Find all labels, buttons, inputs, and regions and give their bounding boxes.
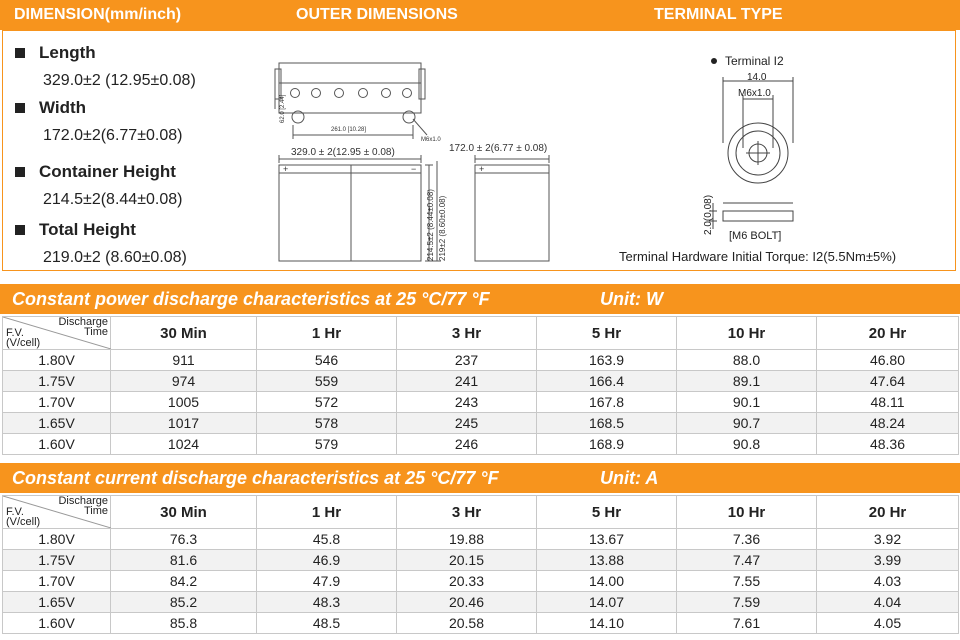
- value-cell: 20.33: [397, 571, 537, 592]
- table-row: [3, 592, 959, 613]
- table-header-row: [3, 317, 959, 350]
- value-cell: 20.46: [397, 592, 537, 613]
- value-cell: 237: [397, 350, 537, 371]
- value-cell: 48.11: [817, 392, 959, 413]
- dim-length-label: Length: [39, 43, 96, 62]
- fv-cell: 1.80V: [3, 529, 111, 550]
- top-span-label: 261.0 [10.28]: [331, 127, 367, 133]
- corner-bottom-line-1: F.V.: [6, 506, 24, 518]
- value-cell: 46.80: [817, 350, 959, 371]
- value-cell: 7.36: [677, 529, 817, 550]
- column-header: 3 Hr: [397, 496, 537, 529]
- width-dimension-label: 172.0 ± 2(6.77 ± 0.08): [449, 143, 548, 154]
- fv-cell: 1.70V: [3, 571, 111, 592]
- table-row: [3, 413, 959, 434]
- value-cell: 88.0: [677, 350, 817, 371]
- outer-dimensions-drawing: [271, 39, 571, 269]
- column-header: 10 Hr: [677, 317, 817, 350]
- value-cell: 911: [111, 350, 257, 371]
- value-cell: 578: [257, 413, 397, 434]
- value-cell: 245: [397, 413, 537, 434]
- corner-bottom-line-2: (V/cell): [6, 337, 41, 349]
- dim-width: [15, 98, 182, 145]
- dimension-heading: DIMENSION(mm/inch): [14, 6, 182, 23]
- value-cell: 974: [111, 371, 257, 392]
- value-cell: 166.4: [537, 371, 677, 392]
- corner-top-line-1: Discharge: [58, 495, 108, 507]
- value-cell: 246: [397, 434, 537, 455]
- dim-total-height: [15, 220, 187, 267]
- current-section-unit: Unit: A: [600, 467, 659, 488]
- value-cell: 1017: [111, 413, 257, 434]
- value-cell: 4.05: [817, 613, 959, 634]
- value-cell: 7.61: [677, 613, 817, 634]
- value-cell: 19.88: [397, 529, 537, 550]
- svg-text:+: +: [479, 164, 485, 174]
- dim-container-height-value: 214.5±2(8.44±0.08): [43, 191, 183, 208]
- value-cell: 48.24: [817, 413, 959, 434]
- corner-bottom-line-2: (V/cell): [6, 516, 41, 528]
- value-cell: 85.2: [111, 592, 257, 613]
- column-header: 20 Hr: [817, 317, 959, 350]
- dim-width-value: 172.0±2(6.77±0.08): [43, 127, 183, 144]
- dim-total-height-label: Total Height: [39, 220, 136, 239]
- value-cell: 47.64: [817, 371, 959, 392]
- column-header: 1 Hr: [257, 317, 397, 350]
- value-cell: 168.5: [537, 413, 677, 434]
- value-cell: 76.3: [111, 529, 257, 550]
- top-height-label: 62.0 [2.44]: [280, 94, 286, 123]
- dim-width-label: Width: [39, 98, 87, 117]
- value-cell: 81.6: [111, 550, 257, 571]
- dim-length-value: 329.0±2 (12.95±0.08): [43, 72, 196, 89]
- value-cell: 85.8: [111, 613, 257, 634]
- value-cell: 7.55: [677, 571, 817, 592]
- fv-cell: 1.80V: [3, 350, 111, 371]
- value-cell: 559: [257, 371, 397, 392]
- terminal-thread-label: M6x1.0: [738, 88, 771, 99]
- bolt-size-label: M6x1.0: [421, 137, 441, 143]
- svg-text:−: −: [411, 164, 417, 174]
- value-cell: 3.99: [817, 550, 959, 571]
- bullet-square-icon: [15, 103, 25, 113]
- value-cell: 13.67: [537, 529, 677, 550]
- table-row: [3, 350, 959, 371]
- value-cell: 241: [397, 371, 537, 392]
- dimension-panel: [2, 30, 956, 271]
- value-cell: 167.8: [537, 392, 677, 413]
- svg-text:+: +: [283, 164, 289, 174]
- corner-top-line-1: Discharge: [58, 316, 108, 328]
- value-cell: 4.03: [817, 571, 959, 592]
- bullet-square-icon: [15, 225, 25, 235]
- column-header: 3 Hr: [397, 317, 537, 350]
- current-section-bar: [0, 463, 960, 493]
- terminal-bolt-label: [M6 BOLT]: [729, 230, 782, 242]
- value-cell: 14.10: [537, 613, 677, 634]
- table-row: [3, 371, 959, 392]
- value-cell: 47.9: [257, 571, 397, 592]
- dimension-header-bar: [0, 0, 960, 30]
- value-cell: 90.8: [677, 434, 817, 455]
- terminal-width-label: 14.0: [747, 72, 767, 83]
- corner-top-line-2: Time: [83, 326, 108, 338]
- value-cell: 48.3: [257, 592, 397, 613]
- column-header: 30 Min: [111, 317, 257, 350]
- value-cell: 546: [257, 350, 397, 371]
- column-header: 20 Hr: [817, 496, 959, 529]
- table-header-row: [3, 496, 959, 529]
- fv-cell: 1.60V: [3, 613, 111, 634]
- value-cell: 572: [257, 392, 397, 413]
- dim-container-height-label: Container Height: [39, 162, 176, 181]
- column-header: 10 Hr: [677, 496, 817, 529]
- power-section-title: Constant power discharge characteristics at 25 °C/77 °F: [12, 288, 490, 309]
- value-cell: 45.8: [257, 529, 397, 550]
- dim-total-height-value: 219.0±2 (8.60±0.08): [43, 249, 187, 266]
- bullet-square-icon: [15, 167, 25, 177]
- value-cell: 90.1: [677, 392, 817, 413]
- value-cell: 243: [397, 392, 537, 413]
- value-cell: 3.92: [817, 529, 959, 550]
- table-row: [3, 571, 959, 592]
- corner-header-cell: [3, 496, 111, 529]
- column-header: 30 Min: [111, 496, 257, 529]
- fv-cell: 1.65V: [3, 592, 111, 613]
- fv-cell: 1.60V: [3, 434, 111, 455]
- table-row: [3, 613, 959, 634]
- value-cell: 13.88: [537, 550, 677, 571]
- value-cell: 14.00: [537, 571, 677, 592]
- fv-cell: 1.75V: [3, 371, 111, 392]
- table-row: [3, 434, 959, 455]
- value-cell: 46.9: [257, 550, 397, 571]
- corner-bottom-line-1: F.V.: [6, 327, 24, 339]
- power-section-unit: Unit: W: [600, 288, 663, 309]
- value-cell: 168.9: [537, 434, 677, 455]
- column-header: 5 Hr: [537, 496, 677, 529]
- total-height-dim-label: 219±2 (8.60±0.08): [438, 195, 447, 261]
- value-cell: 4.04: [817, 592, 959, 613]
- length-dimension-label: 329.0 ± 2(12.95 ± 0.08): [291, 147, 395, 158]
- value-cell: 1005: [111, 392, 257, 413]
- value-cell: 14.07: [537, 592, 677, 613]
- value-cell: 20.15: [397, 550, 537, 571]
- value-cell: 7.59: [677, 592, 817, 613]
- table-row: [3, 529, 959, 550]
- terminal-name: Terminal I2: [725, 54, 784, 68]
- corner-top-line-2: Time: [83, 505, 108, 517]
- terminal-type-heading: TERMINAL TYPE: [654, 6, 783, 23]
- outer-dimensions-heading: OUTER DIMENSIONS: [296, 6, 458, 23]
- value-cell: 1024: [111, 434, 257, 455]
- value-cell: 89.1: [677, 371, 817, 392]
- column-header: 5 Hr: [537, 317, 677, 350]
- value-cell: 20.58: [397, 613, 537, 634]
- value-cell: 579: [257, 434, 397, 455]
- value-cell: 84.2: [111, 571, 257, 592]
- table-row: [3, 550, 959, 571]
- corner-header-cell: [3, 317, 111, 350]
- terminal-drawing: [703, 53, 883, 243]
- fv-cell: 1.70V: [3, 392, 111, 413]
- fv-cell: 1.75V: [3, 550, 111, 571]
- current-discharge-table: [2, 495, 959, 634]
- value-cell: 7.47: [677, 550, 817, 571]
- dim-container-height: [15, 162, 182, 209]
- value-cell: 90.7: [677, 413, 817, 434]
- terminal-bullet-icon: [711, 58, 717, 64]
- terminal-thickness-label: 2.0(0.08): [703, 194, 714, 235]
- bullet-square-icon: [15, 48, 25, 58]
- current-section-title: Constant current discharge characteristics at 25 °C/77 °F: [12, 467, 499, 488]
- fv-cell: 1.65V: [3, 413, 111, 434]
- table-row: [3, 392, 959, 413]
- value-cell: 48.36: [817, 434, 959, 455]
- column-header: 1 Hr: [257, 496, 397, 529]
- container-height-dim-label: 214.5±2 (8.44±0.08): [426, 189, 435, 261]
- power-section-bar: [0, 284, 960, 314]
- value-cell: 48.5: [257, 613, 397, 634]
- value-cell: 163.9: [537, 350, 677, 371]
- power-discharge-table: [2, 316, 959, 455]
- terminal-torque-text: Terminal Hardware Initial Torque: I2(5.5Nm±5%): [619, 249, 897, 264]
- dim-length: [15, 43, 196, 90]
